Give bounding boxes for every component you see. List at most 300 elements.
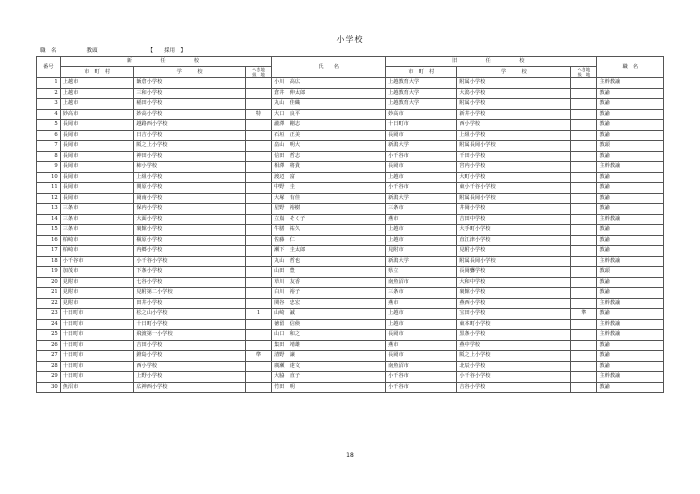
- new-remote-grade-cell: [245, 120, 271, 131]
- job-title-cell: 教諭: [597, 109, 664, 120]
- teacher-name-cell: 佐藤 仁: [272, 235, 386, 246]
- old-city-cell: 長岡市: [386, 162, 457, 173]
- new-city-cell: 十日町市: [60, 309, 134, 320]
- row-number-cell: 10: [37, 172, 61, 183]
- new-remote-grade-cell: [245, 298, 271, 309]
- row-number-cell: 3: [37, 99, 61, 110]
- old-school-cell: 大手町小学校: [457, 225, 571, 236]
- new-city-cell: 長岡市: [60, 172, 134, 183]
- new-remote-grade-cell: [245, 256, 271, 267]
- teacher-name-cell: 立嶌 そく子: [272, 214, 386, 225]
- old-remote-grade-cell: [571, 214, 597, 225]
- row-number-cell: 2: [37, 88, 61, 99]
- teacher-name-cell: 大口 良平: [272, 109, 386, 120]
- old-school-cell: 吉谷小学校: [457, 382, 571, 393]
- row-number-cell: 5: [37, 120, 61, 131]
- table-row: [37, 162, 664, 173]
- old-school-cell: 燕中学校: [457, 340, 571, 351]
- new-school-cell: 小千谷小学校: [134, 256, 246, 267]
- teacher-name-cell: 関谷 忠宏: [272, 298, 386, 309]
- old-school-cell: 附属長岡小学校: [457, 141, 571, 152]
- table-row: [37, 99, 664, 110]
- old-school-cell: 西小学校: [457, 120, 571, 131]
- teacher-name-cell: 星野 裕樹: [272, 204, 386, 215]
- new-city-cell: 十日町市: [60, 340, 134, 351]
- old-school-cell: 大町小学校: [457, 172, 571, 183]
- new-city-cell: 十日町市: [60, 330, 134, 341]
- new-remote-grade-cell: [245, 78, 271, 89]
- new-city-cell: 見附市: [60, 298, 134, 309]
- old-school-cell: 新井小学校: [457, 109, 571, 120]
- row-number-cell: 19: [37, 267, 61, 278]
- job-title-cell: 主幹教諭: [597, 298, 664, 309]
- old-remote-grade-cell: 準: [571, 309, 597, 320]
- old-city-cell: 燕市: [386, 298, 457, 309]
- old-remote-grade-cell: [571, 319, 597, 330]
- old-city-cell: 新潟大学: [386, 193, 457, 204]
- table-row: [37, 88, 664, 99]
- new-city-cell: 長岡市: [60, 141, 134, 152]
- job-title-cell: 主幹教諭: [597, 162, 664, 173]
- table-row: [37, 340, 664, 351]
- new-school-cell: 裏館小学校: [134, 225, 246, 236]
- new-city-cell: 十日町市: [60, 351, 134, 362]
- row-number-cell: 26: [37, 340, 61, 351]
- row-number-cell: 29: [37, 372, 61, 383]
- job-title-cell: 教諭: [597, 340, 664, 351]
- table-row: [37, 351, 664, 362]
- old-remote-grade-cell: [571, 151, 597, 162]
- job-title-cell: 教頭: [597, 267, 664, 278]
- new-city-cell: 上越市: [60, 88, 134, 99]
- table-row: [37, 120, 664, 131]
- row-number-cell: 23: [37, 309, 61, 320]
- old-school-cell: 東本町小学校: [457, 319, 571, 330]
- table-row: [37, 277, 664, 288]
- new-city-cell: 長岡市: [60, 120, 134, 131]
- header-old-school-name: 学 校: [457, 67, 571, 78]
- new-school-cell: 稲田小学校: [134, 99, 246, 110]
- old-school-cell: 見附小学校: [457, 246, 571, 257]
- new-school-cell: 西小学校: [134, 361, 246, 372]
- new-city-cell: 小千谷市: [60, 256, 134, 267]
- new-remote-grade-cell: [245, 88, 271, 99]
- table-row: [37, 267, 664, 278]
- old-school-cell: 大潟小学校: [457, 88, 571, 99]
- teacher-name-cell: 丸山 哲也: [272, 256, 386, 267]
- new-remote-grade-cell: [245, 235, 271, 246]
- old-school-cell: 裏館小学校: [457, 288, 571, 299]
- row-number-cell: 16: [37, 235, 61, 246]
- new-remote-grade-cell: [245, 372, 271, 383]
- old-school-cell: 黒条小学校: [457, 330, 571, 341]
- teacher-name-cell: 小川 高広: [272, 78, 386, 89]
- new-school-cell: 吉田小学校: [134, 340, 246, 351]
- old-city-cell: 燕市: [386, 214, 457, 225]
- job-title-cell: 教諭: [597, 361, 664, 372]
- new-remote-grade-cell: [245, 214, 271, 225]
- table-row: [37, 246, 664, 257]
- table-row: [37, 141, 664, 152]
- row-number-cell: 1: [37, 78, 61, 89]
- teacher-name-cell: 徳留 信倹: [272, 319, 386, 330]
- new-remote-grade-cell: [245, 246, 271, 257]
- header-new-city: 市 町 村: [60, 67, 134, 78]
- old-school-cell: 東小千谷小学校: [457, 183, 571, 194]
- old-remote-grade-cell: [571, 372, 597, 383]
- job-title-cell: 教諭: [597, 99, 664, 110]
- row-number-cell: 20: [37, 277, 61, 288]
- job-title-cell: 教諭: [597, 172, 664, 183]
- category-line: [40, 46, 196, 54]
- job-title-cell: 教諭: [597, 277, 664, 288]
- new-remote-grade-cell: [245, 340, 271, 351]
- row-number-cell: 7: [37, 141, 61, 152]
- old-school-cell: 上組小学校: [457, 130, 571, 141]
- job-title-cell: 教諭: [597, 193, 664, 204]
- table-row: [37, 256, 664, 267]
- job-title-cell: 教諭: [597, 235, 664, 246]
- old-remote-grade-cell: [571, 120, 597, 131]
- new-remote-grade-cell: [245, 361, 271, 372]
- teacher-name-cell: 相澤 将貴: [272, 162, 386, 173]
- remote-label-2: 級 地: [252, 72, 265, 77]
- table-row: [37, 361, 664, 372]
- old-city-cell: 小千谷市: [386, 382, 457, 393]
- table-row: [37, 309, 664, 320]
- table-row: [37, 109, 664, 120]
- header-new-school: 新 任 校: [60, 57, 271, 67]
- new-city-cell: 妙高市: [60, 109, 134, 120]
- new-city-cell: 上越市: [60, 99, 134, 110]
- header-position: 職 名: [597, 57, 664, 78]
- new-remote-grade-cell: [245, 288, 271, 299]
- new-city-cell: 上越市: [60, 78, 134, 89]
- new-school-cell: 十日町小学校: [134, 319, 246, 330]
- new-city-cell: 三条市: [60, 204, 134, 215]
- old-city-cell: 小千谷市: [386, 372, 457, 383]
- row-number-cell: 8: [37, 151, 61, 162]
- row-number-cell: 25: [37, 330, 61, 341]
- new-city-cell: 三条市: [60, 214, 134, 225]
- row-number-cell: 11: [37, 183, 61, 194]
- old-remote-grade-cell: [571, 141, 597, 152]
- old-city-cell: 小千谷市: [386, 151, 457, 162]
- old-city-cell: 上越教育大学: [386, 88, 457, 99]
- new-city-cell: 長岡市: [60, 162, 134, 173]
- teacher-name-cell: 山口 和之: [272, 330, 386, 341]
- teacher-name-cell: 山田 豊: [272, 267, 386, 278]
- job-title-cell: 教諭: [597, 309, 664, 320]
- new-remote-grade-cell: [245, 319, 271, 330]
- new-school-cell: 神田小学校: [134, 151, 246, 162]
- old-school-cell: 燕西小学校: [457, 298, 571, 309]
- row-number-cell: 18: [37, 256, 61, 267]
- old-school-cell: 附属長岡小学校: [457, 256, 571, 267]
- job-title-cell: 教諭: [597, 88, 664, 99]
- old-city-cell: 上越市: [386, 319, 457, 330]
- old-school-cell: 阪之上小学校: [457, 351, 571, 362]
- old-city-cell: 上越市: [386, 225, 457, 236]
- old-remote-grade-cell: [571, 162, 597, 173]
- teacher-name-cell: 中野 圭: [272, 183, 386, 194]
- job-title-cell: 教諭: [597, 288, 664, 299]
- old-city-cell: 小千谷市: [386, 183, 457, 194]
- teacher-name-cell: 廣瀬 達文: [272, 361, 386, 372]
- row-number-cell: 4: [37, 109, 61, 120]
- row-number-cell: 6: [37, 130, 61, 141]
- old-remote-grade-cell: [571, 277, 597, 288]
- job-title-cell: 教諭: [597, 246, 664, 257]
- teacher-name-cell: 白川 裕子: [272, 288, 386, 299]
- old-city-cell: 新潟大学: [386, 141, 457, 152]
- job-title-cell: 教諭: [597, 120, 664, 131]
- new-remote-grade-cell: [245, 330, 271, 341]
- table-row: [37, 204, 664, 215]
- job-title-cell: 主幹教諭: [597, 78, 664, 89]
- header-new-remote: [245, 67, 271, 78]
- new-city-cell: 長岡市: [60, 193, 134, 204]
- new-remote-grade-cell: [245, 162, 271, 173]
- job-title-cell: 教頭: [597, 141, 664, 152]
- old-city-cell: 長岡市: [386, 330, 457, 341]
- old-remote-grade-cell: [571, 288, 597, 299]
- old-remote-grade-cell: [571, 330, 597, 341]
- new-remote-grade-cell: [245, 151, 271, 162]
- new-remote-grade-cell: [245, 130, 271, 141]
- new-remote-grade-cell: [245, 382, 271, 393]
- job-title-cell: 主幹教諭: [597, 256, 664, 267]
- new-school-cell: 妙高小学校: [134, 109, 246, 120]
- header-name: 氏 名: [272, 57, 386, 78]
- new-city-cell: 十日町市: [60, 372, 134, 383]
- new-remote-grade-cell: [245, 141, 271, 152]
- new-remote-grade-cell: [245, 267, 271, 278]
- new-school-cell: 保内小学校: [134, 204, 246, 215]
- row-number-cell: 28: [37, 361, 61, 372]
- new-remote-grade-cell: [245, 193, 271, 204]
- row-number-cell: 13: [37, 204, 61, 215]
- new-school-cell: 鐙島小学校: [134, 351, 246, 362]
- teacher-name-cell: 畠山 明大: [272, 141, 386, 152]
- new-school-cell: 七谷小学校: [134, 277, 246, 288]
- page-number: 18: [346, 452, 354, 459]
- remote-label-1: へき地: [577, 67, 591, 72]
- table-row: [37, 225, 664, 236]
- table-row: [37, 330, 664, 341]
- old-school-cell: 附属小学校: [457, 99, 571, 110]
- old-remote-grade-cell: [571, 225, 597, 236]
- new-remote-grade-cell: [245, 99, 271, 110]
- recruitment-type: 【 採用 】: [147, 48, 187, 54]
- old-remote-grade-cell: [571, 172, 597, 183]
- position-label: 職 名: [40, 48, 57, 54]
- new-school-cell: 岡南小学校: [134, 193, 246, 204]
- job-title-cell: 教諭: [597, 382, 664, 393]
- old-city-cell: 県立: [386, 267, 457, 278]
- old-remote-grade-cell: [571, 267, 597, 278]
- teacher-name-cell: 大塚 有佳: [272, 193, 386, 204]
- old-city-cell: 南魚沼市: [386, 361, 457, 372]
- old-city-cell: 十日町市: [386, 120, 457, 131]
- new-school-cell: 広神西小学校: [134, 382, 246, 393]
- job-title-cell: 教諭: [597, 351, 664, 362]
- new-school-cell: 大面小学校: [134, 214, 246, 225]
- old-school-cell: 千田小学校: [457, 151, 571, 162]
- new-school-cell: 飯倉小学校: [134, 78, 246, 89]
- new-school-cell: 内郷小学校: [134, 246, 246, 257]
- old-remote-grade-cell: [571, 204, 597, 215]
- row-number-cell: 21: [37, 288, 61, 299]
- new-city-cell: 見附市: [60, 277, 134, 288]
- old-city-cell: 見附市: [386, 246, 457, 257]
- job-title-cell: 教諭: [597, 204, 664, 215]
- old-remote-grade-cell: [571, 78, 597, 89]
- old-city-cell: 長岡市: [386, 130, 457, 141]
- table-row: [37, 235, 664, 246]
- table-row: [37, 288, 664, 299]
- teacher-name-cell: 丸山 佳織: [272, 99, 386, 110]
- job-title-cell: 教諭: [597, 151, 664, 162]
- new-school-cell: 飛渡第一小学校: [134, 330, 246, 341]
- old-city-cell: 南魚沼市: [386, 277, 457, 288]
- teacher-name-cell: 瀬下 圭太郎: [272, 246, 386, 257]
- old-school-cell: 長岡聾学校: [457, 267, 571, 278]
- new-school-cell: 日吉小学校: [134, 130, 246, 141]
- table-row: [37, 214, 664, 225]
- teacher-name-cell: 牛膳 祐久: [272, 225, 386, 236]
- new-city-cell: 長岡市: [60, 130, 134, 141]
- old-remote-grade-cell: [571, 99, 597, 110]
- position-value: 教頭: [86, 48, 98, 54]
- new-school-cell: 田井小学校: [134, 298, 246, 309]
- old-school-cell: 宮内小学校: [457, 162, 571, 173]
- old-school-cell: 附属長岡小学校: [457, 193, 571, 204]
- new-school-cell: 上組小学校: [134, 172, 246, 183]
- old-school-cell: 井岡小学校: [457, 204, 571, 215]
- old-school-cell: 吉田中学校: [457, 214, 571, 225]
- new-school-cell: 越路西小学校: [134, 120, 246, 131]
- old-city-cell: 上越教育大学: [386, 99, 457, 110]
- old-school-cell: 宝田小学校: [457, 309, 571, 320]
- old-school-cell: 北辰小学校: [457, 361, 571, 372]
- job-title-cell: 主幹教諭: [597, 319, 664, 330]
- old-city-cell: 長岡市: [386, 351, 457, 362]
- old-city-cell: 新潟大学: [386, 256, 457, 267]
- teacher-name-cell: 瀧澤 剛志: [272, 120, 386, 131]
- header-old-remote: [571, 67, 597, 78]
- job-title-cell: 主幹教諭: [597, 214, 664, 225]
- new-school-cell: 槇原小学校: [134, 235, 246, 246]
- new-city-cell: 柏崎市: [60, 235, 134, 246]
- new-remote-grade-cell: [245, 277, 271, 288]
- row-number-cell: 17: [37, 246, 61, 257]
- row-number-cell: 15: [37, 225, 61, 236]
- teacher-name-cell: 山崎 誠: [272, 309, 386, 320]
- teacher-name-cell: 大脇 直子: [272, 372, 386, 383]
- new-school-cell: 上野小学校: [134, 372, 246, 383]
- old-remote-grade-cell: [571, 246, 597, 257]
- old-remote-grade-cell: [571, 361, 597, 372]
- old-city-cell: 妙高市: [386, 109, 457, 120]
- old-remote-grade-cell: [571, 88, 597, 99]
- teacher-name-cell: 竹田 明: [272, 382, 386, 393]
- old-city-cell: 上越教育大学: [386, 78, 457, 89]
- header-old-city: 市 町 村: [386, 67, 457, 78]
- job-title-cell: 教諭: [597, 183, 664, 194]
- new-remote-grade-cell: [245, 172, 271, 183]
- new-school-cell: 松之山小学校: [134, 309, 246, 320]
- new-remote-grade-cell: [245, 183, 271, 194]
- new-remote-grade-cell: [245, 225, 271, 236]
- table-row: [37, 172, 664, 183]
- new-school-cell: 関原小学校: [134, 183, 246, 194]
- table-row: [37, 298, 664, 309]
- remote-label-2: 級 地: [577, 72, 591, 77]
- job-title-cell: 主幹教諭: [597, 330, 664, 341]
- new-city-cell: 加茂市: [60, 267, 134, 278]
- new-city-cell: 長岡市: [60, 151, 134, 162]
- old-remote-grade-cell: [571, 256, 597, 267]
- old-remote-grade-cell: [571, 130, 597, 141]
- new-city-cell: 十日町市: [60, 361, 134, 372]
- new-city-cell: 魚沼市: [60, 382, 134, 393]
- old-school-cell: 附属小学校: [457, 78, 571, 89]
- old-city-cell: 上越市: [386, 172, 457, 183]
- new-school-cell: 阪之上小学校: [134, 141, 246, 152]
- old-school-cell: 直江津小学校: [457, 235, 571, 246]
- job-title-cell: 教諭: [597, 130, 664, 141]
- new-city-cell: 長岡市: [60, 183, 134, 194]
- old-remote-grade-cell: [571, 235, 597, 246]
- old-city-cell: 上越市: [386, 309, 457, 320]
- header-no: 番号: [37, 57, 61, 78]
- header-old-school: 旧 任 校: [386, 57, 597, 67]
- new-city-cell: 柏崎市: [60, 246, 134, 257]
- old-city-cell: 燕市: [386, 340, 457, 351]
- new-remote-grade-cell: 1: [245, 309, 271, 320]
- new-city-cell: 見附市: [60, 288, 134, 299]
- job-title-cell: 教諭: [597, 225, 664, 236]
- new-city-cell: 十日町市: [60, 319, 134, 330]
- new-school-cell: 柿小学校: [134, 162, 246, 173]
- teacher-name-cell: 草川 友香: [272, 277, 386, 288]
- teacher-name-cell: 清野 譲: [272, 351, 386, 362]
- old-school-cell: 大和中学校: [457, 277, 571, 288]
- header-new-school-name: 学 校: [134, 67, 246, 78]
- new-remote-grade-cell: 準: [245, 351, 271, 362]
- old-remote-grade-cell: [571, 340, 597, 351]
- old-remote-grade-cell: [571, 298, 597, 309]
- job-title-cell: 主幹教諭: [597, 372, 664, 383]
- row-number-cell: 14: [37, 214, 61, 225]
- personnel-table: [36, 56, 664, 393]
- teacher-name-cell: 倉井 伸太郎: [272, 88, 386, 99]
- new-school-cell: 下条小学校: [134, 267, 246, 278]
- new-city-cell: 三条市: [60, 225, 134, 236]
- table-row: [37, 372, 664, 383]
- remote-label-1: へき地: [252, 67, 265, 72]
- row-number-cell: 9: [37, 162, 61, 173]
- new-remote-grade-cell: 特: [245, 109, 271, 120]
- row-number-cell: 22: [37, 298, 61, 309]
- table-row: [37, 183, 664, 194]
- teacher-name-cell: 渡辺 富: [272, 172, 386, 183]
- old-city-cell: 上越市: [386, 235, 457, 246]
- new-school-cell: 三和小学校: [134, 88, 246, 99]
- table-row: [37, 78, 664, 89]
- new-school-cell: 見附第二小学校: [134, 288, 246, 299]
